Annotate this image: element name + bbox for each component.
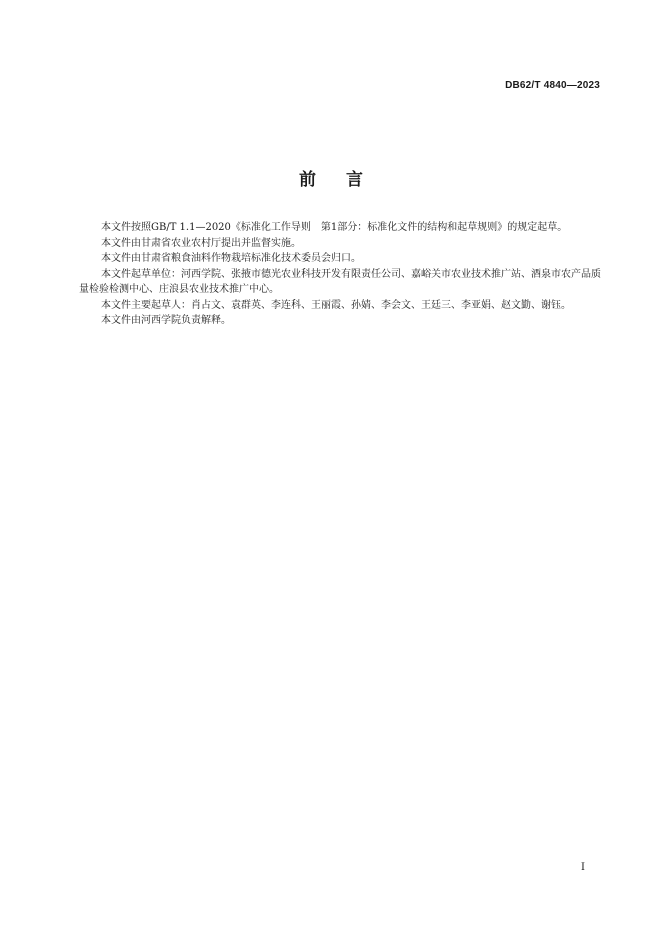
paragraph-proposer: 本文件由甘肃省农业农村厅提出并监督实施。 — [101, 237, 301, 249]
paragraph-drafters: 本文件主要起草人：肖占文、袁群英、李连科、王丽霞、孙婧、李会文、王廷三、李亚娟、赵文勤、谢钰。 — [101, 299, 571, 311]
paragraph-centralized-unit: 本文件由甘肃省粮食油料作物栽培标准化技术委员会归口。 — [101, 253, 361, 264]
paragraph-interpretation: 本文件由河西学院负责解释。 — [101, 315, 231, 326]
foreword-body — [79, 220, 601, 329]
document-code: DB62/T 4840—2023 — [505, 80, 600, 91]
page-number: I — [581, 862, 585, 873]
paragraph-drafting-units: 本文件起草单位：河西学院、张掖市德光农业科技开发有限责任公司、嘉峪关市农业技术推广站、酒泉市农产品质量检验检测中心、庄浪县农业技术推广中心。 — [79, 268, 601, 295]
page-title: 前言 — [299, 170, 393, 190]
paragraph-drafting-basis: 本文件按照GB/T 1.1—2020《标准化工作导则 第1部分：标准化文件的结构和起草规则》的规定起草。 — [101, 222, 568, 233]
